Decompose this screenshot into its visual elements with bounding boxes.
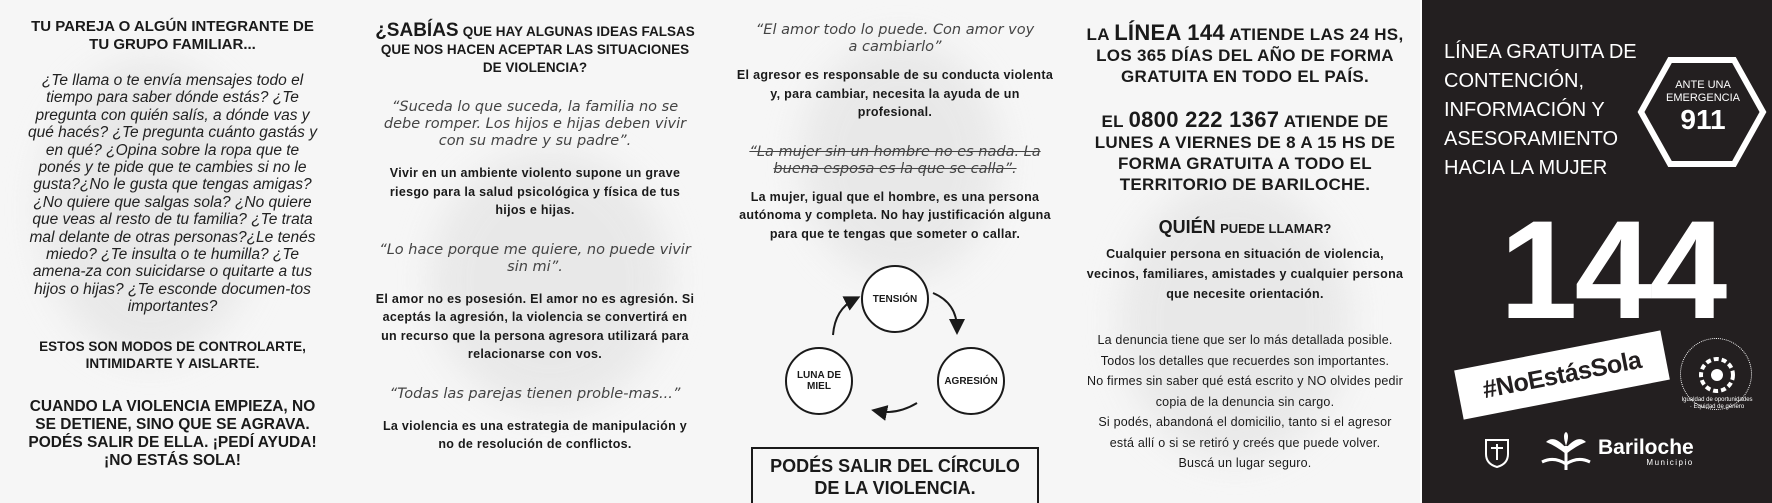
equality-seal-icon <box>1680 338 1752 410</box>
panel-warning-signs <box>0 0 345 503</box>
violence-cycle-diagram <box>785 265 1005 425</box>
arrow-honeymoon-to-tension <box>833 299 855 335</box>
exit-cycle-line1: PODÉS SALIR DEL CÍRCULO <box>770 456 1020 476</box>
arrow-aggression-to-honeymoon <box>877 403 917 412</box>
line144-pre: LA <box>1086 25 1110 44</box>
panel1-closing: CUANDO LA VIOLENCIA EMPIEZA, NO SE DETIENE, SINO QUE SE AGRAVA. PODÉS SALIR DE ELLA. ¡PEDÍ AYUDA! ¡NO ESTÁS SOLA! <box>28 397 317 469</box>
flower-logo-icon <box>1540 432 1592 472</box>
exit-cycle-box <box>751 447 1039 503</box>
emergency-label: ANTE UNA EMERGENCIA <box>1666 79 1740 104</box>
who-can-call-text: Cualquier persona en situación de violencia, vecinos, familiares, amistades y cualquier persona que necesite orientación. <box>1086 247 1404 301</box>
city-crest-icon <box>1484 438 1510 468</box>
panel2-heading-lead: ¿SABÍAS <box>375 20 459 41</box>
line144-name: LÍNEA 144 <box>1114 20 1225 45</box>
false-idea-rebuttal: El amor no es posesión. El amor no es agresión. Si aceptás la agresión, la violencia se convertirá en un recurso que la persona agresora utilizará para relacionarse con vos. <box>375 291 695 361</box>
cycle-node-aggression: AGRESIÓN <box>937 347 1005 415</box>
advice-item: La denuncia tiene que ser lo más detallada posible. <box>1097 333 1393 347</box>
false-idea-quote: “Lo hace porque me quiere, no puede vivir sin mi”. <box>379 241 691 275</box>
panel-cover <box>1422 0 1772 503</box>
local-phone-info <box>1085 109 1405 195</box>
municipality-logo <box>1540 432 1694 472</box>
cover-lead: LÍNEA GRATUITA DE CONTENCIÓN, INFORMACIÓN Y ASESORAMIENTO HACIA LA MUJER <box>1444 41 1637 179</box>
local-phone-pre: EL <box>1101 112 1124 131</box>
cycle-node-honeymoon: LUNA DE MIEL <box>785 347 853 415</box>
who-can-call-rest: PUEDE LLAMAR? <box>1220 221 1332 236</box>
panel1-heading: TU PAREJA O ALGÚN INTEGRANTE DE TU GRUPO FAMILIAR... <box>31 18 314 53</box>
panel1-statement: ESTOS SON MODOS DE CONTROLARTE, INTIMIDARTE Y AISLARTE. <box>39 338 306 371</box>
false-idea-quote: “Todas las parejas tienen proble-mas...” <box>389 385 681 402</box>
false-idea-rebuttal: El agresor es responsable de su conducta violenta y, para cambiar, necesita la ayuda de un profesional. <box>736 68 1054 119</box>
cycle-node-tension: TENSIÓN <box>861 265 929 333</box>
advice-item: Todos los detalles que recuerdes son importantes. <box>1100 353 1390 368</box>
municipality-name: Bariloche <box>1598 435 1694 459</box>
advice-item: No firmes sin saber qué está escrito y NO olvides pedir copia de la denuncia sin cargo. <box>1087 374 1403 409</box>
big-144-number: 144 <box>1499 191 1725 348</box>
line144-rest: ATIENDE LAS 24 HS, LOS 365 DÍAS DEL AÑO DE FORMA GRATUITA EN TODO EL PAÍS. <box>1096 25 1404 86</box>
report-advice <box>1085 330 1405 474</box>
false-idea-quote-struck: “La mujer sin un hombre no es nada. La buena esposa es la que se calla”. <box>749 143 1041 177</box>
panel1-questions: ¿Te llama o te envía mensajes todo el tiempo para saber dónde estás? ¿Te pregunta con quién salís, a dónde vas y qué hacés? ¿Te pregunta cuánto gastás y en qué? ¿Opina sobre la ropa que te ponés y te pide que te cambies si no le gusta?¿No le gusta que tengas amigas? ¿No quiere que salgas sola? ¿No quiere que veas al resto de tu familia? ¿Te trata mal delante de otras personas?¿Le tenés miedo? ¿Te insulta o te humilla? ¿Te amena-za con suicidarse o quitarte a tus hijos o hijas? ¿Te esconde documen-tos importantes? <box>28 72 317 316</box>
municipality-wordmark <box>1598 435 1694 467</box>
emergency-badge <box>1653 79 1753 135</box>
advice-item: Buscá un lugar seguro. <box>1178 456 1312 470</box>
who-can-call-title <box>1085 217 1405 238</box>
advice-item: Si podés, abandoná el domicilio, tanto si el agresor está allí o si se retiró y creés que puede volver. <box>1098 415 1392 450</box>
panel-cycle <box>725 0 1065 503</box>
false-idea-rebuttal: Vivir en un ambiente violento supone un grave riesgo para la salud psicológica y física de tus hijos e hijas. <box>389 166 681 217</box>
false-idea-quote: “El amor todo lo puede. Con amor voy a cambiarlo” <box>755 22 1035 55</box>
panel2-heading <box>375 22 695 77</box>
local-phone-number: 0800 222 1367 <box>1128 107 1280 132</box>
seal-label: Igualdad de oportunidades · Equidad de género <box>1681 397 1753 410</box>
panel-false-ideas <box>375 0 695 503</box>
hashtag-banner: #NoEstásSola <box>1454 330 1670 419</box>
exit-cycle-line2: DE LA VIOLENCIA. <box>814 478 976 498</box>
local-phone-rest: ATIENDE DE LUNES A VIERNES DE 8 A 15 HS DE FORMA GRATUITA A TODO EL TERRITORIO DE BARILOCHE. <box>1094 112 1396 194</box>
arrow-tension-to-aggression <box>933 293 957 329</box>
panel-helplines <box>1085 0 1405 503</box>
municipality-subtitle: Municipio <box>1646 457 1694 467</box>
emergency-number: 911 <box>1680 104 1726 135</box>
line144-info <box>1085 22 1405 87</box>
panel2-heading-rest: QUE HAY ALGUNAS IDEAS FALSAS QUE NOS HACEN ACEPTAR LAS SITUACIONES DE VIOLENCIA? <box>380 24 695 75</box>
who-can-call-lead: QUIÉN <box>1158 217 1216 237</box>
false-idea-quote: “Suceda lo que suceda, la familia no se debe romper. Los hijos e hijas deben vivir con su madre y su padre”. <box>383 99 687 149</box>
false-idea-rebuttal: La violencia es una estrategia de manipulación y no de resolución de conflictos. <box>382 418 688 451</box>
false-idea-rebuttal: La mujer, igual que el hombre, es una persona autónoma y completa. No hay justificación alguna para que te tengas que someter o callar. <box>739 189 1051 241</box>
